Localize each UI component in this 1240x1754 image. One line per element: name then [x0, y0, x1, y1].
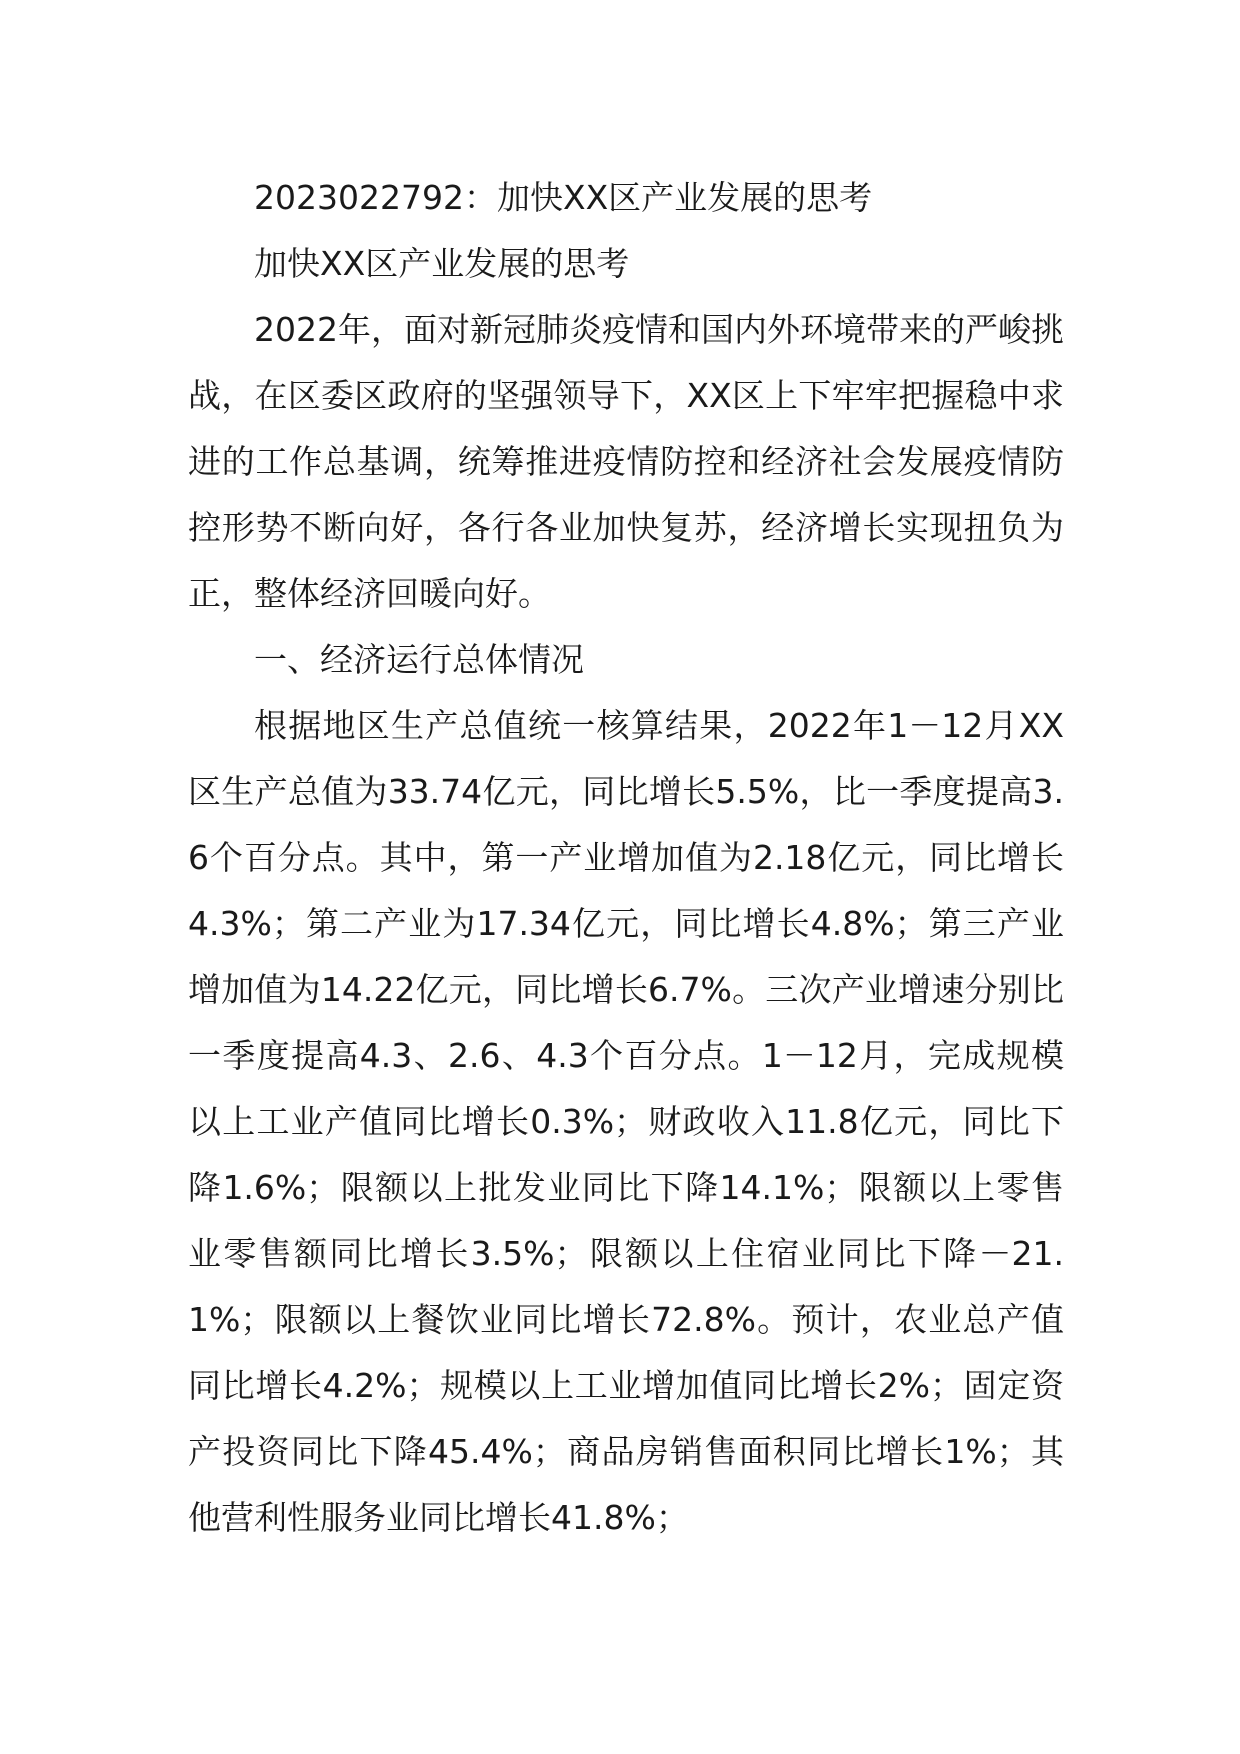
- section-heading: 一、经济运行总体情况: [254, 640, 584, 679]
- document-title: 加快XX区产业发展的思考: [254, 244, 630, 283]
- document-body: [188, 165, 1064, 1551]
- header-line: 2023022792：加快XX区产业发展的思考: [254, 178, 873, 217]
- paragraph-economic-data: 根据地区生产总值统一核算结果，2022年1－12月XX区生产总值为33.74亿元，同比增长5.5%，比一季度提高3.6个百分点。其中，第一产业增加值为2.18亿元，同比增长4.3%；第二产业为17.34亿元，同比增长4.8%；第三产业增加值为14.22亿元，同比增长6.7%。三次产业增速分别比一季度提高4.3、2.6、4.3个百分点。1－12月，完成规模以上工业产值同比增长0.3%；财政收入11.8亿元，同比下降1.6%；限额以上批发业同比下降14.1%；限额以上零售业零售额同比增长3.5%；限额以上住宿业同比下降－21.1%；限额以上餐饮业同比增长72.8%。预计，农业总产值同比增长4.2%；规模以上工业增加值同比增长2%；固定资产投资同比下降45.4%；商品房销售面积同比增长1%；其他营利性服务业同比增长41.8%；: [188, 706, 1064, 1537]
- paragraph-intro: 2022年，面对新冠肺炎疫情和国内外环境带来的严峻挑战，在区委区政府的坚强领导下，XX区上下牢牢把握稳中求进的工作总基调，统筹推进疫情防控和经济社会发展疫情防控形势不断向好，各行各业加快复苏，经济增长实现扭负为正，整体经济回暖向好。: [188, 310, 1064, 613]
